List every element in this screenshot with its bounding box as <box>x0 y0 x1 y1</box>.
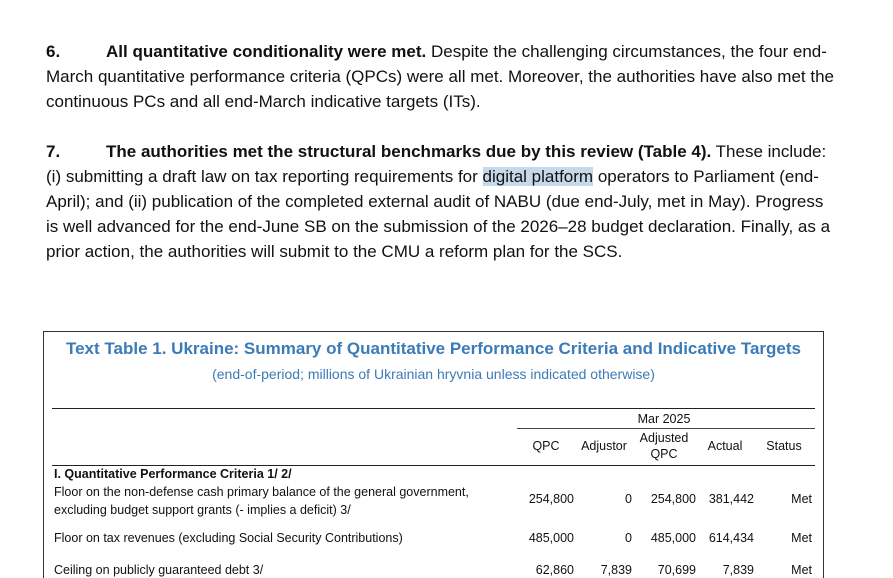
period-header: Mar 2025 <box>637 412 691 426</box>
cell-status: Met <box>791 563 812 577</box>
cell-actual: 7,839 <box>722 563 754 577</box>
section-heading: I. Quantitative Performance Criteria 1/ 2/ <box>54 467 292 481</box>
cell-status: Met <box>791 531 812 545</box>
paragraph-body-cont: operators to Parliament (end-April); and (ii) publication of the completed external audit of NABU (due end-July, met in May). Progress is well advanced for the end-June SB on the submission of the 2026–28 budget declaration. Finally, as a prior action, the authorities will submit to the CMU a reform plan for the SCS. <box>46 167 831 261</box>
cell-adjustor: 0 <box>625 492 632 506</box>
cell-adjusted: 70,699 <box>657 563 696 577</box>
table-subtitle: (end-of-period; millions of Ukrainian hryvnia unless indicated otherwise) <box>212 366 655 382</box>
text-selection-highlight[interactable]: digital platform <box>482 167 594 186</box>
cell-qpc: 254,800 <box>528 492 574 506</box>
row-label: Floor on tax revenues (excluding Social Security Contributions) <box>54 531 403 545</box>
period-rule <box>517 428 815 429</box>
paragraph-6 <box>46 39 836 114</box>
paragraph-7 <box>46 139 836 264</box>
paragraph-lead: The authorities met the structural benchmarks due by this review (Table 4). <box>106 142 712 161</box>
row-label <box>54 483 469 519</box>
col-header-adjusted <box>634 430 694 462</box>
col-header-qpc: QPC <box>532 439 560 453</box>
cell-actual: 614,434 <box>708 531 754 545</box>
paragraph-number: 6. <box>46 42 61 61</box>
col-header-actual: Actual <box>707 439 743 453</box>
row-label-line2: excluding budget support grants (- implies a deficit) 3/ <box>54 503 351 517</box>
table-rule <box>52 408 815 409</box>
row-label: Ceiling on publicly guaranteed debt 3/ <box>54 563 264 577</box>
col-header-adjustor: Adjustor <box>581 439 627 453</box>
col-header-adjusted-line2: QPC <box>650 447 678 461</box>
paragraph-body: These include: (i) submitting a draft law on tax reporting requirements for <box>46 142 827 186</box>
cell-adjusted: 485,000 <box>650 531 696 545</box>
row-label-line1: Floor on the non-defense cash primary balance of the general government, <box>54 485 469 499</box>
cell-status: Met <box>791 492 812 506</box>
cell-qpc: 62,860 <box>535 563 574 577</box>
cell-adjustor: 0 <box>625 531 632 545</box>
cell-adjusted: 254,800 <box>650 492 696 506</box>
cell-actual: 381,442 <box>708 492 754 506</box>
summary-table <box>43 331 824 578</box>
cell-adjustor: 7,839 <box>600 563 632 577</box>
col-header-adjusted-line1: Adjusted <box>639 431 689 445</box>
cell-qpc: 485,000 <box>528 531 574 545</box>
col-header-status: Status <box>766 439 802 453</box>
paragraph-lead: All quantitative conditionality were met. <box>106 42 427 61</box>
paragraph-number: 7. <box>46 142 61 161</box>
table-title: Text Table 1. Ukraine: Summary of Quantitative Performance Criteria and Indicative Targets <box>65 339 801 358</box>
paragraph-body: Despite the challenging circumstances, the four end-March quantitative performance criteria (QPCs) were all met. Moreover, the authorities have also met the continuous PCs and all end-March indicative targets (ITs). <box>46 42 835 111</box>
